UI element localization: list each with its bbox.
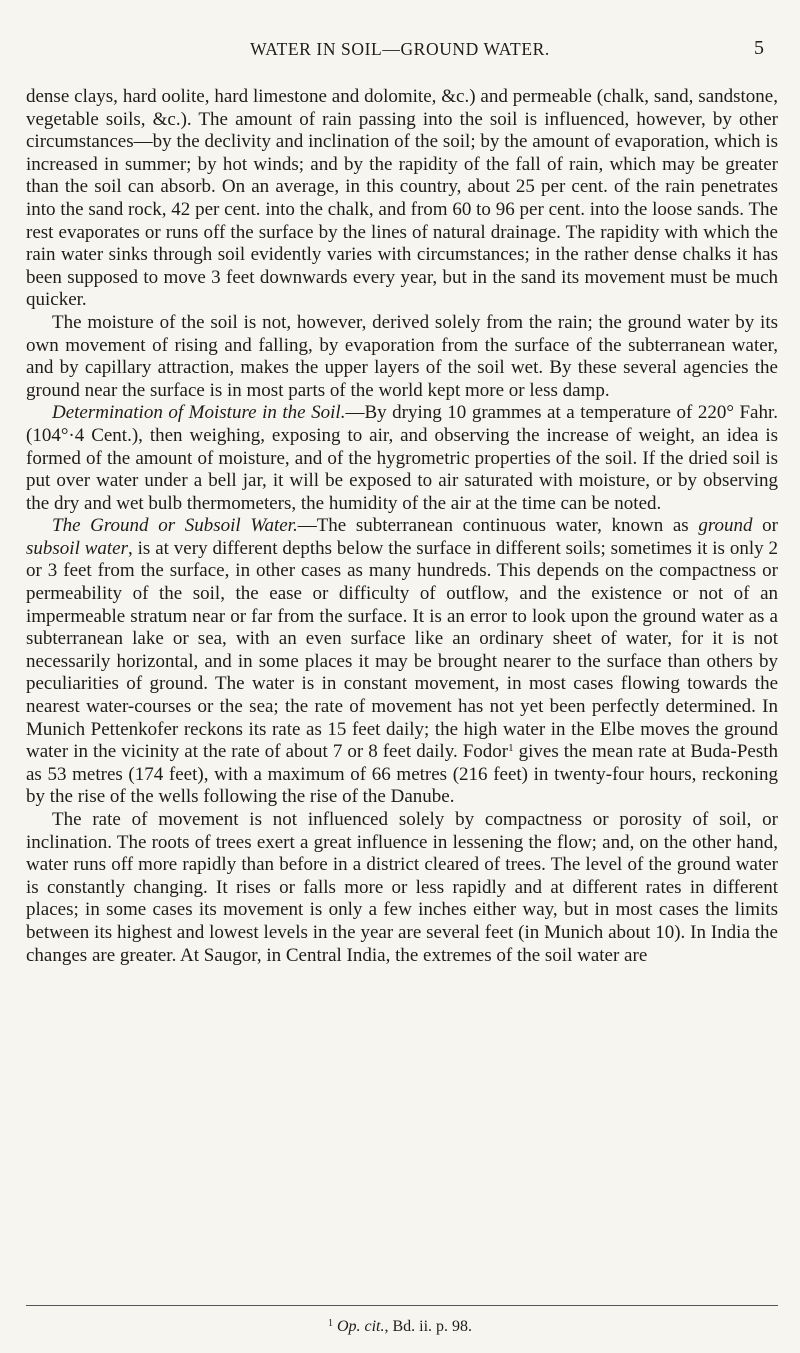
paragraph-3-text: —By drying 10 grammes at a temperature of 220° Fahr. (104°·4 Cent.), then weighing, exposing to air, and observing the increase of weight, an idea is formed of the amount of moisture, and of the hygrometric properties of the soil. If the dried soil is put over water under a bell jar, it will be exposed to air saturated with moisture, or by observing the dry and wet bulb thermometers, the humidity of the air at the time can be noted.: [26, 402, 779, 514]
section-heading-ground-water: The Ground or Subsoil Water.: [52, 515, 298, 537]
running-head-title: WATER IN SOIL—GROUND WATER.: [250, 39, 550, 59]
paragraph-4-text-b: or: [752, 515, 779, 537]
running-head: [0, 38, 800, 64]
paragraph-4-text-c: , is at very different depths below the surface in different soils; sometimes it is only 2 or 3 feet from the surface, in other cases as many hundreds. This depends on the compactness or permeability of the soil, the ease or difficulty of outflow, and the existence or not of an impermeable stratum near or far from the surface. It is an error to look upon the ground water as a subterranean lake or sea, with an even surface like an ordinary sheet of water, for it is not necessarily horizontal, and in some places it may be brought nearer to the surface than others by peculiarities of ground. The water is in constant movement, in most cases flowing towards the nearest water-courses or the sea; the rate of movement has not yet been perfectly determined. In Munich Pettenkofer reckons its rate as 15 feet daily; the high water in the Elbe moves the ground water in the vicinity at the rate of about 7 or 8 feet daily. Fodor: [26, 537, 778, 763]
footnote-text: , Bd. ii. p. 98.: [384, 1318, 473, 1335]
paragraph-1: dense clays, hard oolite, hard limestone and dolomite, &c.) and permeable (chalk, sand, sandstone, vegetable soils, &c.). The amount of rain passing into the soil is influenced, however, by other circumstances—by the declivity and inclination of the soil; by the amount of evaporation, which is increased in summer; by hot winds; and by the rapidity of the fall of rain, which may be greater than the soil can absorb. On an average, in this country, about 25 per cent. of the rain penetrates into the sand rock, 42 per cent. into the chalk, and from 60 to 96 per cent. into the loose sands. The rest evaporates or runs off the surface by the lines of natural drainage. The rapidity with which the rain water sinks through soil evidently varies with circumstances; in the rather dense chalks it has been supposed to move 3 feet downwards every year, but in the sand its movement must be much quicker.: [26, 86, 778, 311]
term-subsoil-water: subsoil water: [26, 537, 129, 559]
paragraph-3: [26, 402, 778, 515]
section-heading-moisture: Determination of Moisture in the Soil.: [52, 402, 346, 424]
body-text: [26, 86, 778, 967]
term-ground: ground: [698, 515, 753, 537]
page-number: 5: [754, 37, 764, 59]
footnote: [0, 1316, 800, 1339]
footnote-mark: 1: [327, 1318, 333, 1329]
paragraph-2: The moisture of the soil is not, however, derived solely from the rain; the ground water by its own movement of rising and falling, by evaporation from the surface of the subterranean water, and by capillary attraction, makes the upper layers of the soil wet. By these several agencies the ground near the surface is in most parts of the world kept more or less damp.: [26, 311, 778, 401]
paragraph-5: The rate of movement is not influenced solely by compactness or porosity of soil, or inclination. The roots of trees exert a great influence in lessening the flow; and, on the other hand, water runs off more rapidly than before in a district cleared of trees. The level of the ground water is constantly changing. It rises or falls more or less rapidly and at different rates in different places; in some cases its movement is only a few inches either way, but in most cases the limits between its highest and lowest levels in the year are several feet (in Munich about 10). In India the changes are greater. At Saugor, in Central India, the extremes of the soil water are: [26, 809, 778, 966]
paragraph-4: [26, 515, 778, 809]
paragraph-4-text-d: gives the mean rate at Buda-Pesth as 53 metres (174 feet), with a maximum of 66 metres (216 feet) in twenty-four hours, reckoning by the rise of the wells following the rise of the Danube.: [26, 741, 778, 808]
paragraph-4-text-a: —The subterranean continuous water, known as: [297, 515, 699, 537]
footnote-divider: [26, 1305, 778, 1306]
footnote-citation: Op. cit.: [336, 1318, 385, 1335]
footnote-reference[interactable]: 1: [508, 742, 514, 755]
